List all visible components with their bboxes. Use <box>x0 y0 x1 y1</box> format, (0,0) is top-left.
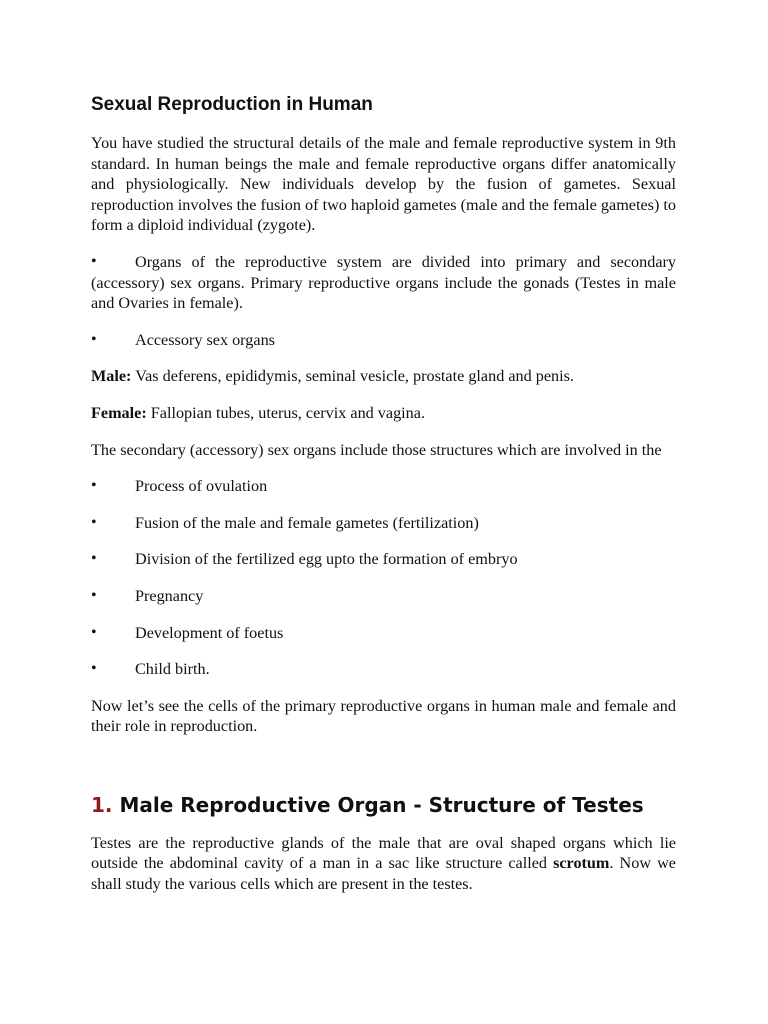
scrotum-term: scrotum <box>553 854 610 873</box>
process-item <box>91 476 676 497</box>
female-label: Female: <box>91 403 147 422</box>
male-organs-text: Vas deferens, epididymis, seminal vesicle, prostate gland and penis. <box>135 367 574 386</box>
bullet-icon: • <box>91 477 97 495</box>
male-label: Male: <box>91 367 132 386</box>
section-title: Sexual Reproduction in Human <box>91 94 373 115</box>
bullet-icon: • <box>91 660 97 678</box>
bullet-accessory-text: Accessory sex organs <box>135 330 275 349</box>
bullet-icon: • <box>91 330 97 348</box>
process-item <box>91 623 676 644</box>
female-organs-line <box>91 403 676 424</box>
testes-paragraph <box>91 833 676 895</box>
female-organs-text: Fallopian tubes, uterus, cervix and vagina. <box>150 403 425 422</box>
document-page <box>91 94 676 911</box>
testes-text-end: . Now we shall study the various cells which are present in the testes. <box>91 854 676 894</box>
bullet-icon: • <box>91 252 97 270</box>
process-item-text: Child birth. <box>135 660 210 679</box>
section-heading-text: Male Reproductive Organ - Structure of Testes <box>119 792 644 817</box>
bullet-organs-text: Organs of the reproductive system are divided into primary and secondary (accessory) sex organs. Primary reproductive organs include the gonads (Testes in male and Ovaries in female). <box>91 252 676 313</box>
process-item-text: Pregnancy <box>135 586 204 605</box>
testes-text-start: Testes are the reproductive glands of the male that are oval shaped organs which lie outside the abdominal cavity of a man in a sac like structure called <box>91 833 676 873</box>
process-item <box>91 513 676 534</box>
section-number: 1. <box>91 792 113 817</box>
secondary-intro-paragraph: The secondary (accessory) sex organs include those structures which are involved in the <box>91 440 662 459</box>
process-item-text: Fusion of the male and female gametes (fertilization) <box>135 513 479 532</box>
process-item-text: Development of foetus <box>135 623 284 642</box>
process-item <box>91 586 676 607</box>
male-organs-line <box>91 366 676 387</box>
bullet-accessory <box>91 330 676 351</box>
outro-paragraph: Now let’s see the cells of the primary reproductive organs in human male and female and their role in reproduction. <box>91 696 676 736</box>
process-item-text: Division of the fertilized egg upto the formation of embryo <box>135 550 518 569</box>
section-heading <box>91 793 676 817</box>
process-item-text: Process of ovulation <box>135 477 268 496</box>
bullet-organs <box>91 252 676 314</box>
bullet-icon: • <box>91 623 97 641</box>
bullet-icon: • <box>91 586 97 604</box>
process-item <box>91 659 676 680</box>
bullet-icon: • <box>91 550 97 568</box>
process-item <box>91 549 676 570</box>
bullet-icon: • <box>91 513 97 531</box>
intro-paragraph: You have studied the structural details of the male and female reproductive system in 9th standard. In human beings the male and female reproductive organs differ anatomically and physiologically. New individuals develop by the fusion of gametes. Sexual reproduction involves the fusion of two haploid gametes (male and the female gametes) to form a diploid individual (zygote). <box>91 134 676 235</box>
